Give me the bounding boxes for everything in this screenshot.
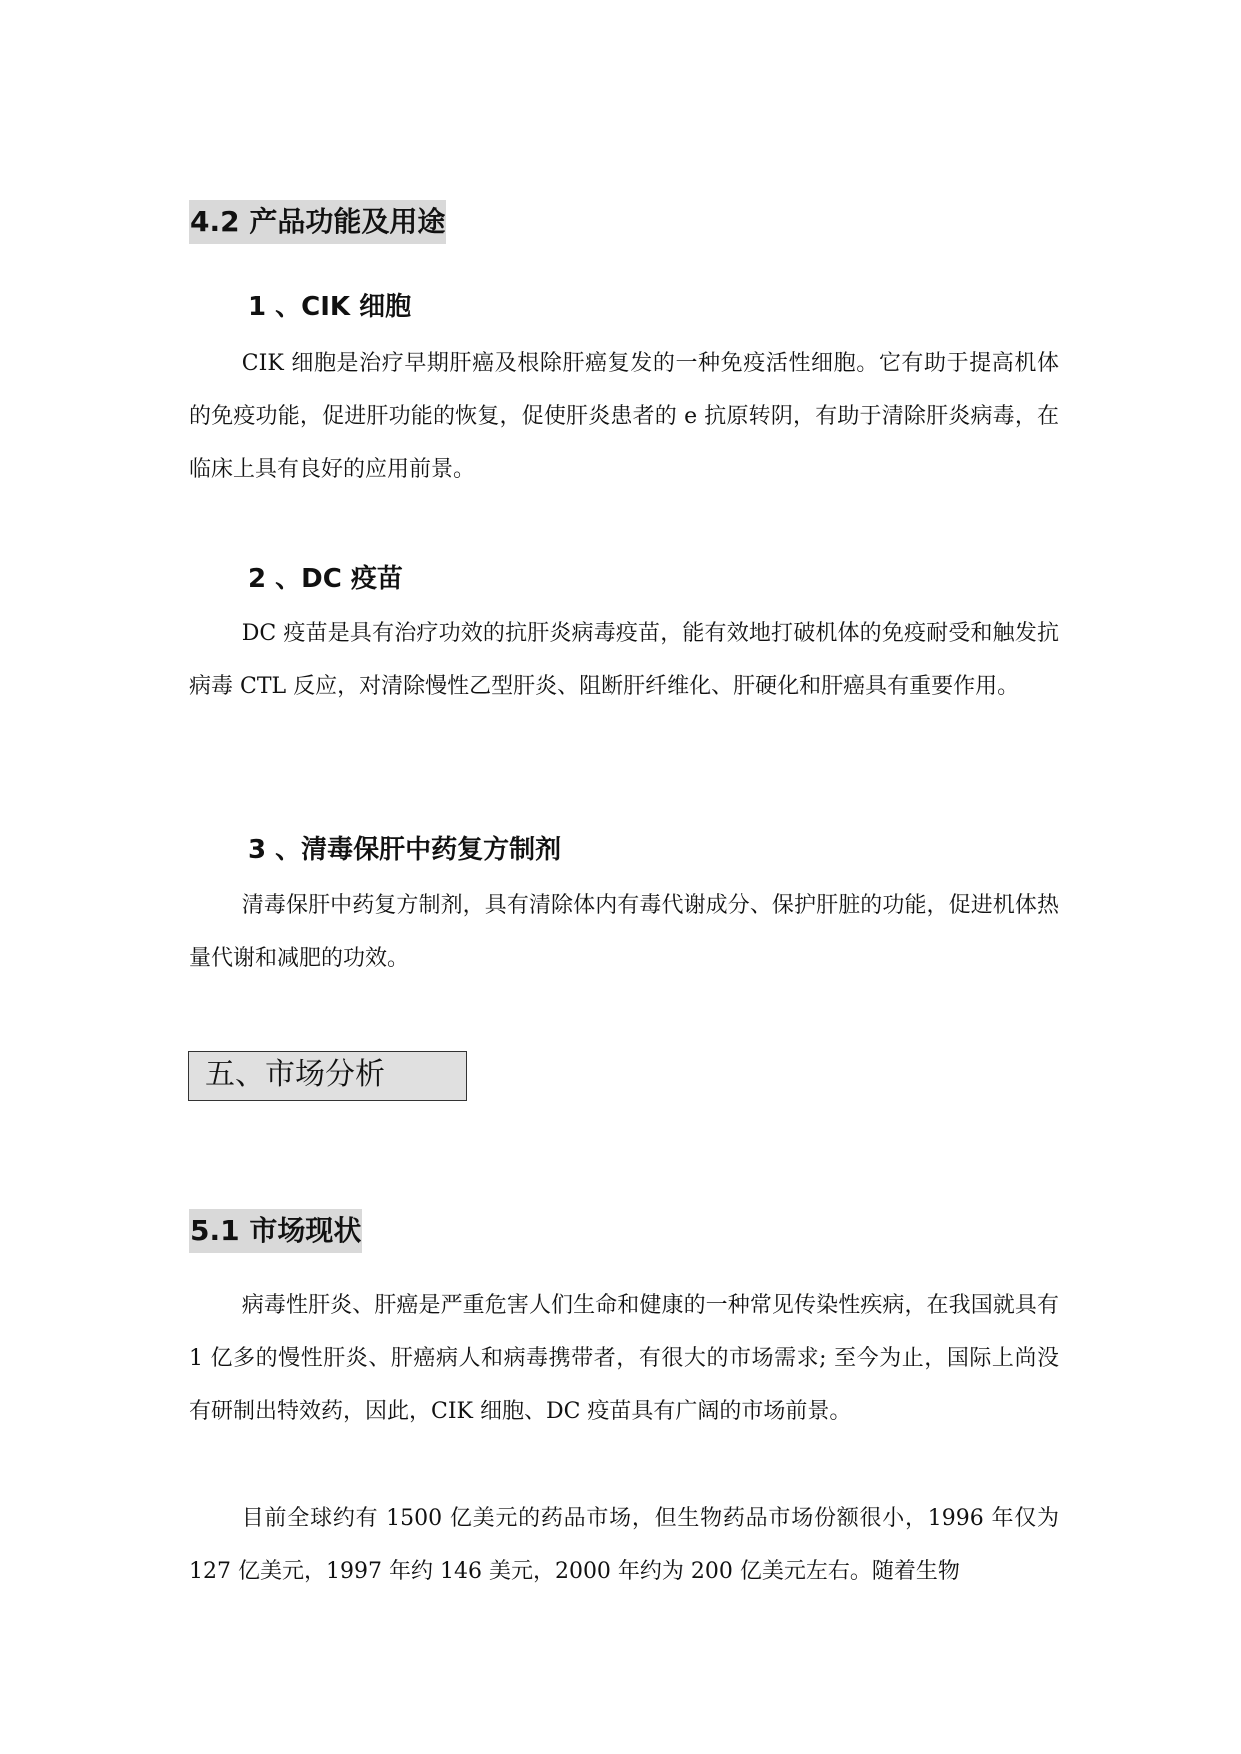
- chapter-heading-market-analysis: 五、市场分析: [205, 1057, 385, 1092]
- section-heading-5-1: 5.1 市场现状: [189, 1209, 362, 1253]
- chapter-heading-box: [188, 1051, 467, 1101]
- subheading-dc-vaccine: 2 、DC 疫苗: [248, 564, 403, 594]
- paragraph-cik-cells: CIK 细胞是治疗早期肝癌及根除肝癌复发的一种免疫活性细胞。它有助于提高机体的免疫功能，促进肝功能的恢复，促使肝炎患者的 e 抗原转阴，有助于清除肝炎病毒，在临床上具有良好的应用前景。: [189, 351, 1059, 482]
- subheading-herbal-formula: 3 、清毒保肝中药复方制剂: [248, 835, 562, 865]
- paragraph-market-status-2: 目前全球约有 1500 亿美元的药品市场，但生物药品市场份额很小，1996 年仅为 127 亿美元，1997 年约 146 美元，2000 年约为 200 亿美元左右。随着生物: [189, 1506, 1059, 1584]
- subheading-cik-cells: 1 、CIK 细胞: [248, 292, 412, 322]
- paragraph-herbal-formula: 清毒保肝中药复方制剂，具有清除体内有毒代谢成分、保护肝脏的功能，促进机体热量代谢和减肥的功效。: [189, 893, 1059, 971]
- section-heading-4-2: 4.2 产品功能及用途: [189, 200, 446, 244]
- paragraph-dc-vaccine: DC 疫苗是具有治疗功效的抗肝炎病毒疫苗，能有效地打破机体的免疫耐受和触发抗病毒 CTL 反应，对清除慢性乙型肝炎、阻断肝纤维化、肝硬化和肝癌具有重要作用。: [189, 621, 1059, 699]
- paragraph-market-status-1: 病毒性肝炎、肝癌是严重危害人们生命和健康的一种常见传染性疾病，在我国就具有 1 亿多的慢性肝炎、肝癌病人和病毒携带者，有很大的市场需求; 至今为止，国际上尚没有研制出特效药，因此，CIK 细胞、DC 疫苗具有广阔的市场前景。: [189, 1293, 1059, 1424]
